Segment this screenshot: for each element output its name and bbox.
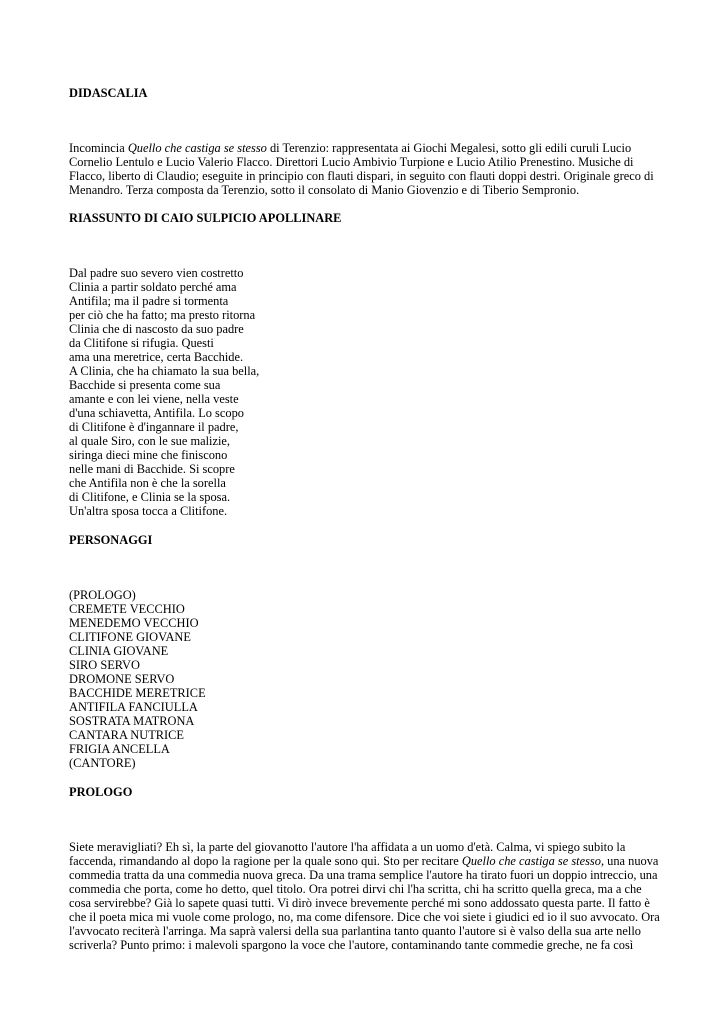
- verse-line: amante e con lei viene, nella veste: [69, 392, 239, 406]
- verse-line: A Clinia, che ha chiamato la sua bella,: [69, 364, 260, 378]
- heading-prologo: PROLOGO: [69, 785, 133, 799]
- character-item: CLINIA GIOVANE: [69, 644, 169, 658]
- didascalia-text: di Terenzio: rappresentata ai Giochi Megalesi, sotto gli edili curuli Lucio: [266, 141, 632, 155]
- prologo-line: scriverla? Punto primo: i malevoli spargono la voce che l'autore, contaminando tante commedie greche, ne fa così: [69, 938, 634, 952]
- prologo-line: che il poeta mica mi vuole come prologo, no, ma come difensore. Dice che voi siete i giudici ed io il suo avvocato. Ora: [69, 910, 660, 924]
- riassunto-verse: [69, 266, 259, 518]
- didascalia-line-2: Cornelio Lentulo e Lucio Valerio Flacco. Direttori Lucio Ambivio Turpione e Lucio Atilio Prenestino. Musiche di: [69, 155, 634, 169]
- verse-line: ama una meretrice, certa Bacchide.: [69, 350, 244, 364]
- prologo-line: commedia che porta, come ho detto, quel titolo. Ora potrei dirvi chi l'ha scritta, chi ha scritto quella greca, ma a che: [69, 882, 642, 896]
- verse-line: che Antifila non è che la sorella: [69, 476, 226, 490]
- verse-line: Antifila; ma il padre si tormenta: [69, 294, 229, 308]
- verse-line: nelle mani di Bacchide. Si scopre: [69, 462, 235, 476]
- personaggi-list: [69, 588, 206, 770]
- verse-line: per ciò che ha fatto; ma presto ritorna: [69, 308, 256, 322]
- character-item: DROMONE SERVO: [69, 672, 175, 686]
- didascalia-text: Incomincia: [69, 141, 128, 155]
- character-item: ANTIFILA FANCIULLA: [69, 700, 198, 714]
- heading-personaggi: PERSONAGGI: [69, 533, 153, 547]
- didascalia-paragraph: [69, 141, 659, 197]
- verse-line: Bacchide si presenta come sua: [69, 378, 221, 392]
- character-item: CREMETE VECCHIO: [69, 602, 185, 616]
- didascalia-line-4: Menandro. Terza composta da Terenzio, sotto il consolato di Manio Giovenzio e di Tiberio Sempronio.: [69, 183, 580, 197]
- character-item: (CANTORE): [69, 756, 136, 770]
- verse-line: al quale Siro, con le sue malizie,: [69, 434, 231, 448]
- prologo-line: commedia tratta da una commedia nuova greca. Da una trama semplice l'autore ha tirato fuori un doppio intreccio, una: [69, 868, 658, 882]
- verse-line: Un'altra sposa tocca a Clitifone.: [69, 504, 228, 518]
- play-title: Quello che castiga se stesso: [461, 854, 601, 868]
- character-item: (PROLOGO): [69, 588, 136, 602]
- verse-line: di Clitifone, e Clinia se la sposa.: [69, 490, 231, 504]
- verse-line: di Clitifone è d'ingannare il padre,: [69, 420, 239, 434]
- prologo-paragraph: [69, 840, 659, 952]
- prologo-line: Siete meravigliati? Eh sì, la parte del giovanotto l'autore l'ha affidata a un uomo d'età. Calma, vi spiego subito la: [69, 840, 626, 854]
- didascalia-line-3: Flacco, liberto di Claudio; eseguite in principio con flauti dispari, in seguito con flauti doppi destri. Originale greco di: [69, 169, 654, 183]
- prologo-line: l'avvocato reciterà l'arringa. Ma saprà valersi della sua parlantina tanto quanto l'autore si è valso della sua arte nello: [69, 924, 641, 938]
- character-item: SIRO SERVO: [69, 658, 140, 672]
- character-item: FRIGIA ANCELLA: [69, 742, 170, 756]
- prologo-line: cosa servirebbe? Già lo sapete quasi tutti. Vi dirò invece brevemente perché mi sono addossato questa parte. Il fatto è: [69, 896, 650, 910]
- character-item: BACCHIDE MERETRICE: [69, 686, 206, 700]
- verse-line: d'una schiavetta, Antifila. Lo scopo: [69, 406, 244, 420]
- character-item: MENEDEMO VECCHIO: [69, 616, 199, 630]
- verse-line: da Clitifone si rifugia. Questi: [69, 336, 214, 350]
- verse-line: Dal padre suo severo vien costretto: [69, 266, 244, 280]
- verse-line: Clinia a partir soldato perché ama: [69, 280, 237, 294]
- character-item: SOSTRATA MATRONA: [69, 714, 195, 728]
- verse-line: Clinia che di nascosto da suo padre: [69, 322, 244, 336]
- character-item: CLITIFONE GIOVANE: [69, 630, 191, 644]
- play-title: Quello che castiga se stesso: [127, 141, 267, 155]
- didascalia-line-1: [69, 141, 659, 155]
- heading-didascalia: DIDASCALIA: [69, 86, 148, 100]
- heading-riassunto: RIASSUNTO DI CAIO SULPICIO APOLLINARE: [69, 211, 342, 225]
- prologo-line: [69, 854, 659, 868]
- prologo-text: , una nuova: [600, 854, 659, 868]
- verse-line: siringa dieci mine che finiscono: [69, 448, 228, 462]
- prologo-text: faccenda, rimandando al dopo la ragione per la quale sono qui. Sto per recitare: [69, 854, 462, 868]
- character-item: CANTARA NUTRICE: [69, 728, 184, 742]
